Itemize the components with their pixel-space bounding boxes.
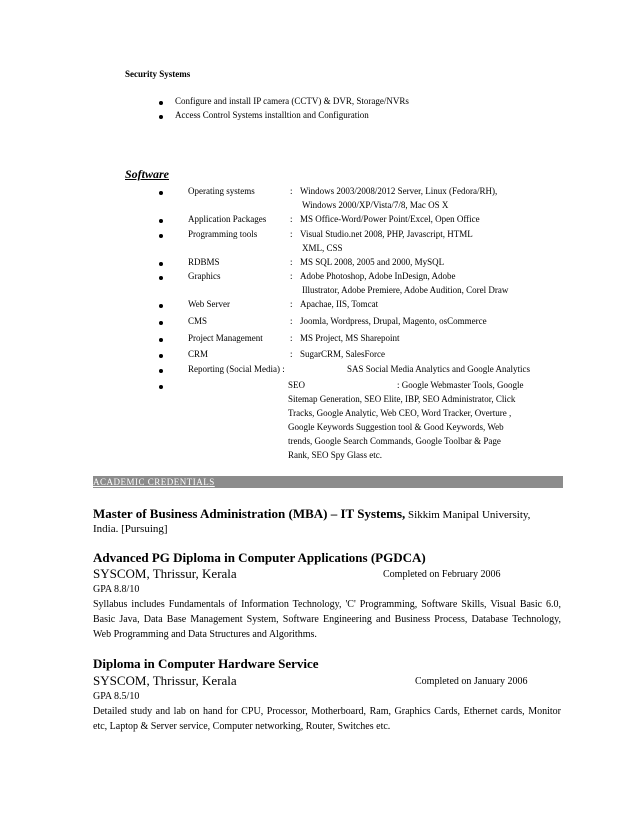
software-row-separator: : — [290, 271, 293, 281]
software-row-value: Visual Studio.net 2008, PHP, Javascript, HTML — [300, 229, 473, 239]
bullet-icon — [159, 115, 163, 119]
pgdca-gpa: GPA 8.8/10 — [93, 584, 140, 595]
diploma-details: Detailed study and lab on hand for CPU, Processor, Motherboard, Ram, Graphics Cards, Ethernet cards, Monitor etc, Laptop & Server service, Computer networking, Router, Switches etc. — [93, 706, 561, 732]
bullet-icon — [159, 219, 163, 223]
bullet-icon — [159, 101, 163, 105]
software-row-label: CRM — [188, 349, 209, 359]
mba-title: Master of Business Administration (MBA) – IT Systems, — [93, 506, 406, 521]
software-row-value: SugarCRM, SalesForce — [300, 349, 385, 359]
security-item: Access Control Systems installtion and Configuration — [175, 110, 369, 120]
software-row-value: Joomla, Wordpress, Drupal, Magento, osCommerce — [300, 316, 487, 326]
bullet-icon — [159, 262, 163, 266]
seo-line: Sitemap Generation, SEO Elite, IBP, SEO Administrator, Click — [288, 394, 516, 404]
pgdca-institution: SYSCOM, Thrissur, Kerala — [93, 566, 237, 581]
diploma-title: Diploma in Computer Hardware Service — [93, 656, 319, 671]
software-row-label: Graphics — [188, 271, 221, 281]
software-row-separator: : — [290, 316, 293, 326]
software-row-value: Windows 2000/XP/Vista/7/8, Mac OS X — [302, 200, 449, 210]
pgdca-completed: Completed on February 2006 — [383, 569, 501, 580]
pgdca-title: Advanced PG Diploma in Computer Applications (PGDCA) — [93, 550, 426, 565]
academic-credentials-heading: ACADEMIC CREDENTIALS — [93, 477, 215, 487]
software-row-value: Illustrator, Adobe Premiere, Adobe Audition, Corel Draw — [302, 285, 509, 295]
seo-line: Rank, SEO Spy Glass etc. — [288, 450, 382, 460]
software-row-value: MS Project, MS Sharepoint — [300, 333, 400, 343]
diploma-institution: SYSCOM, Thrissur, Kerala — [93, 673, 237, 688]
software-row-label: Application Packages — [188, 214, 267, 224]
software-row-label: Operating systems — [188, 186, 255, 196]
software-row-separator: : — [290, 257, 293, 267]
bullet-icon — [159, 276, 163, 280]
software-row-value: XML, CSS — [302, 243, 343, 253]
software-row-separator: : — [290, 186, 293, 196]
bullet-icon — [159, 338, 163, 342]
software-row-label: Programming tools — [188, 229, 258, 239]
software-row-value: MS SQL 2008, 2005 and 2000, MySQL — [300, 257, 445, 267]
mba-status: India. [Pursuing] — [93, 523, 168, 535]
academic-credentials-bar — [93, 476, 563, 488]
software-row-value: MS Office-Word/Power Point/Excel, Open Office — [300, 214, 480, 224]
bullet-icon — [159, 354, 163, 358]
bullet-icon — [159, 321, 163, 325]
bullet-icon — [159, 191, 163, 195]
bullet-icon — [159, 385, 163, 389]
mba-entry — [93, 505, 530, 523]
mba-institution: Sikkim Manipal University, — [405, 509, 531, 521]
software-row-value: Adobe Photoshop, Adobe InDesign, Adobe — [300, 271, 456, 281]
software-row-label: Web Server — [188, 299, 231, 309]
seo-line: trends, Google Search Commands, Google Toolbar & Page — [288, 436, 501, 446]
software-row-separator: : — [290, 299, 293, 309]
software-row-label: RDBMS — [188, 257, 220, 267]
security-systems-title: Security Systems — [125, 69, 191, 79]
seo-label: SEO — [288, 380, 306, 390]
software-row-value: Apachae, IIS, Tomcat — [300, 299, 379, 309]
software-row-label: Project Management — [188, 333, 263, 343]
seo-first-line: : Google Webmaster Tools, Google — [397, 380, 524, 390]
software-row-value: Windows 2003/2008/2012 Server, Linux (Fedora/RH), — [300, 186, 498, 196]
software-row-label: Reporting (Social Media) : — [188, 364, 285, 374]
software-row-value: SAS Social Media Analytics and Google Analytics — [347, 364, 530, 374]
diploma-completed: Completed on January 2006 — [415, 676, 528, 687]
pgdca-syllabus: Syllabus includes Fundamentals of Information Technology, 'C' Programming, Software Skills, Visual Basic 6.0, Basic Java, Data Base Management System, Software Engineering and Business Process, Database Technology, Web Programming and Data Structures and Algorithms. — [93, 599, 561, 640]
software-row-separator: : — [290, 214, 293, 224]
bullet-icon — [159, 234, 163, 238]
seo-line: Tracks, Google Analytic, Web CEO, Word Tracker, Overture , — [288, 408, 512, 418]
diploma-gpa: GPA 8.5/10 — [93, 691, 140, 702]
software-row-separator: : — [290, 349, 293, 359]
security-item: Configure and install IP camera (CCTV) & DVR, Storage/NVRs — [175, 96, 409, 106]
bullet-icon — [159, 304, 163, 308]
seo-line: Google Keywords Suggestion tool & Good Keywords, Web — [288, 422, 504, 432]
software-row-separator: : — [290, 229, 293, 239]
software-heading: Software — [125, 167, 170, 181]
software-row-separator: : — [290, 333, 293, 343]
software-row-label: CMS — [188, 316, 208, 326]
bullet-icon — [159, 369, 163, 373]
